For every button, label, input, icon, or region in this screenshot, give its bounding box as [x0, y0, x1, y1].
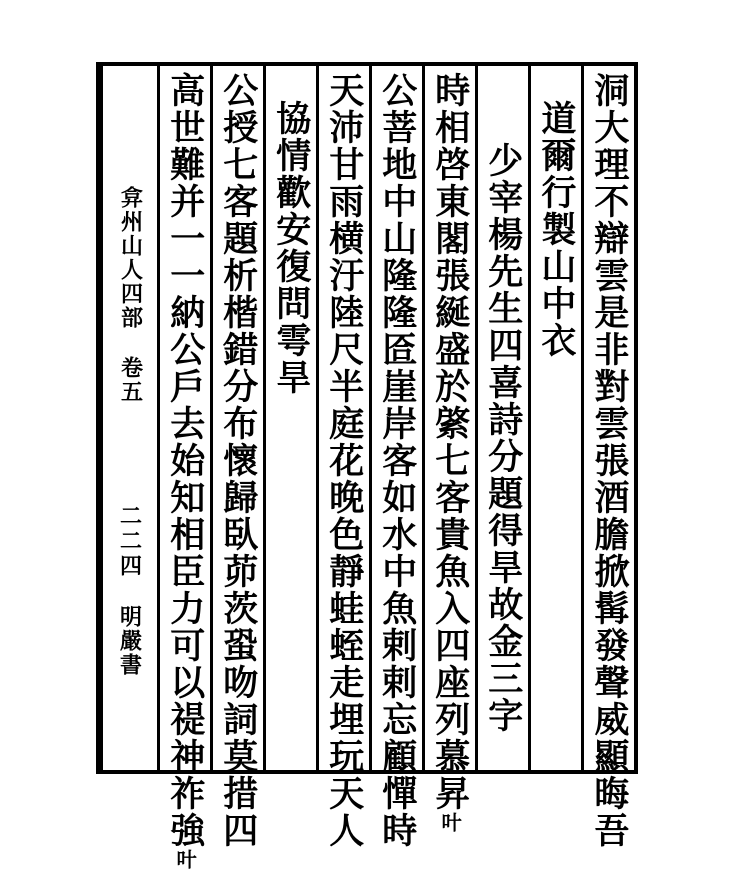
page-number: 二二四: [116, 504, 143, 579]
column-text: 協情歡安復問雩旱: [270, 100, 312, 396]
text-column-9: [157, 66, 210, 869]
column-annotation: 叶: [173, 849, 198, 869]
column-annotation: 叶: [438, 812, 463, 832]
text-column-5: [369, 66, 422, 849]
banxin-center-strip: [100, 66, 157, 770]
column-text: 少宰楊先生四喜詩分題得旱故金三字: [482, 142, 524, 734]
column-text: 時相啓東閣張綖盛於綮七客貴魚入四座列慕昇: [429, 72, 471, 812]
woodblock-frame: [96, 62, 638, 869]
column-text: 公菩地中山隆隆匼崖岸客如水中魚剌剌忘顧憚時: [376, 72, 418, 849]
text-column-4: [422, 66, 475, 832]
column-text: 公授七客題析楷錯分布懷歸臥茆茨蛩吻詞莫措四: [217, 72, 259, 849]
text-column-6: [316, 66, 369, 849]
imprint-footer: 明嚴書: [116, 605, 143, 677]
column-text: 天沛甘雨横汙陸尺半庭花晚色靜蛙蛭走埋玩天人: [323, 72, 365, 849]
text-column-8: [210, 66, 263, 849]
column-text: 高世難并一一納公戶去始知相臣力可以禔神祚強: [164, 72, 206, 849]
text-column-3-poem-title: [475, 66, 528, 770]
text-column-7: [263, 66, 316, 770]
book-title: 弇州山人四部: [117, 186, 144, 330]
text-column-1: [581, 66, 634, 849]
text-columns: [100, 66, 634, 869]
volume-label: 卷五: [117, 356, 144, 404]
column-text: 道爾行製山中衣: [535, 100, 577, 359]
column-text: 洞大理不辯雲是非對雲張酒膽掀髯發聲威顯晦吾: [588, 72, 630, 849]
text-column-2: [528, 66, 581, 770]
